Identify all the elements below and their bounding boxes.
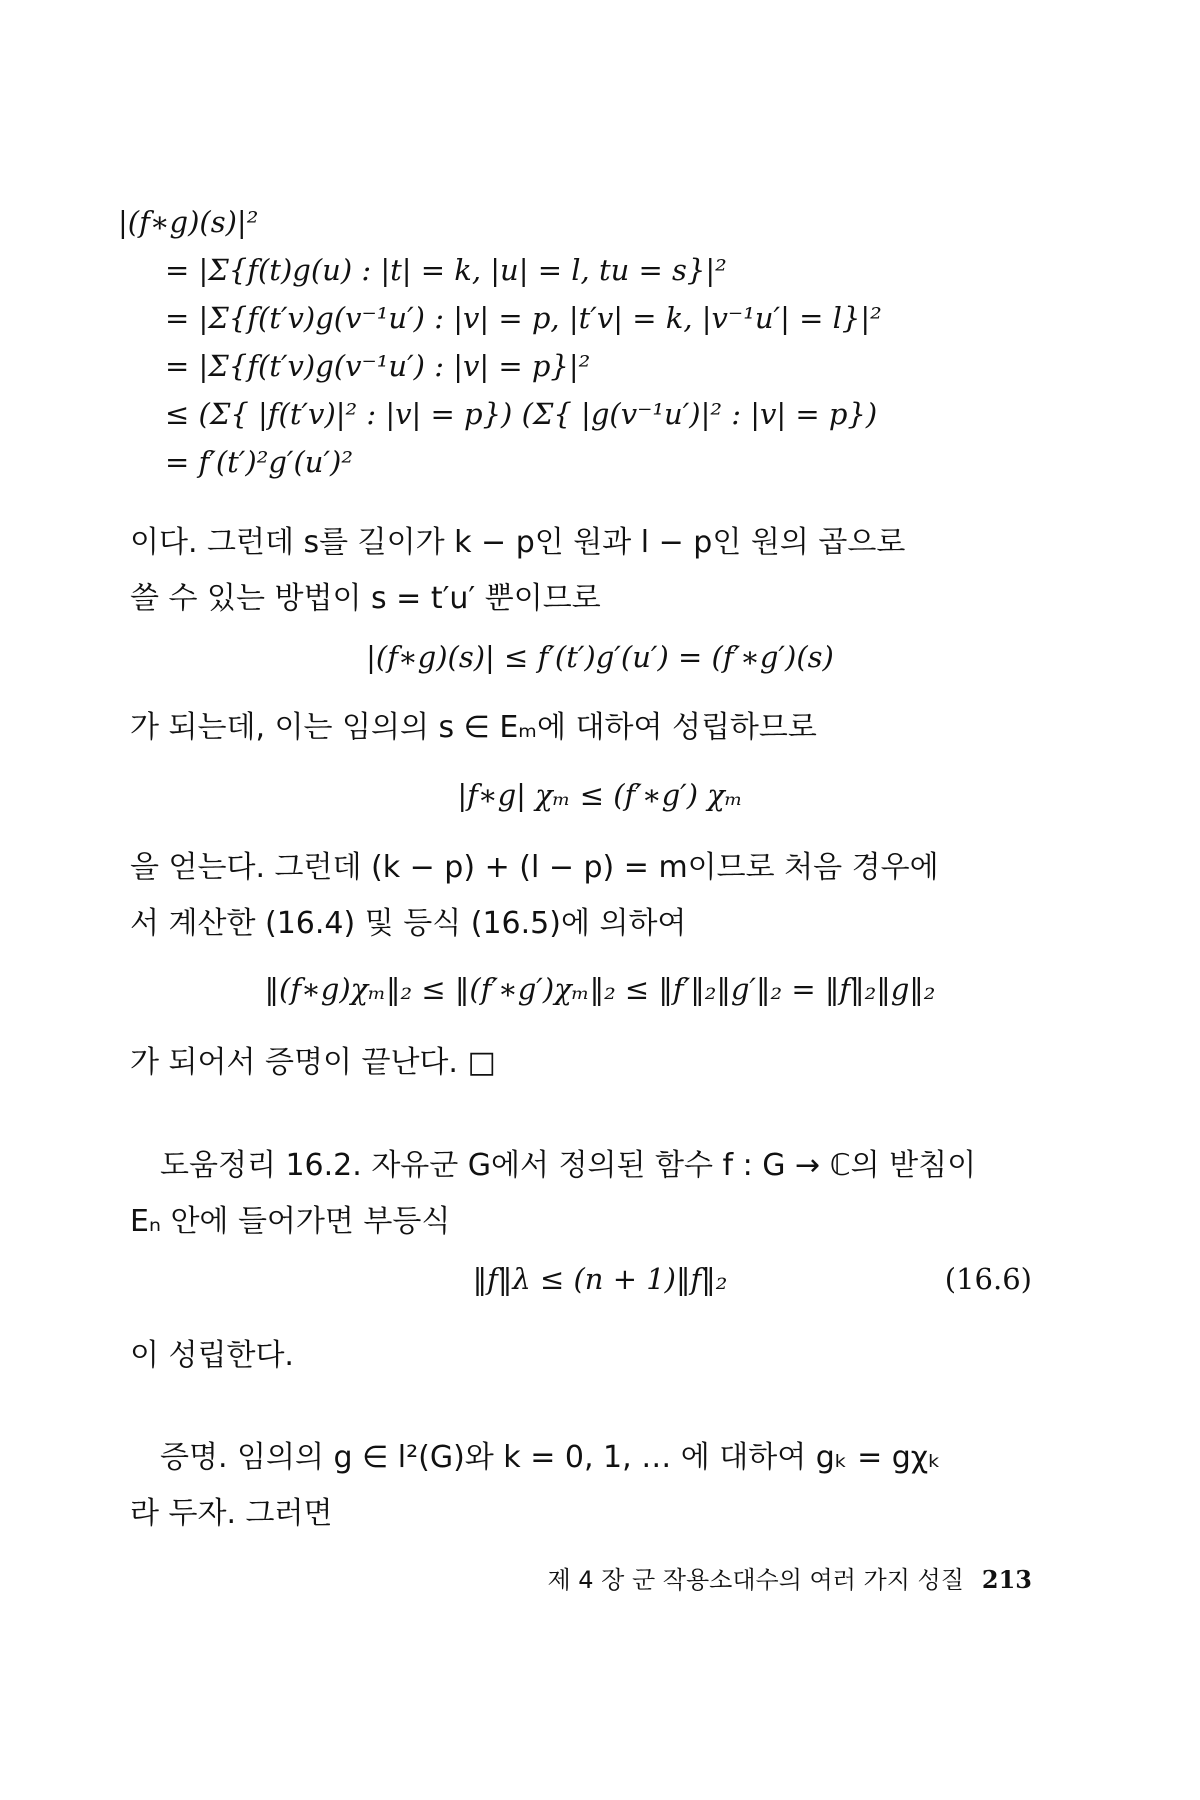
lemma-line-1: 도움정리 16.2. 자유군 G에서 정의된 함수 f : G → ℂ의 받침이 bbox=[160, 1148, 977, 1183]
paragraph-1-line-1: 이다. 그런데 s를 길이가 k − p인 원과 l − p인 원의 곱으로 bbox=[130, 525, 906, 560]
paragraph-4: 가 되어서 증명이 끝난다. □ bbox=[130, 1045, 496, 1080]
derivation-line-3: = |Σ{f(t′v)g(v⁻¹u′) : |v| = p}|² bbox=[165, 349, 591, 383]
page-footer bbox=[547, 1560, 1032, 1595]
derivation-line-5: = f′(t′)²g′(u′)² bbox=[165, 445, 353, 479]
derivation-line-4: ≤ (Σ{ |f(t′v)|² : |v| = p}) (Σ{ |g(v⁻¹u′)|² : |v| = p}) bbox=[165, 397, 878, 431]
paragraph-3-line-1: 을 얻는다. 그런데 (k − p) + (l − p) = m이므로 처음 경우에 bbox=[130, 850, 939, 885]
paragraph-3-line-2: 서 계산한 (16.4) 및 등식 (16.5)에 의하여 bbox=[130, 906, 687, 941]
derivation-line-1: = |Σ{f(t)g(u) : |t| = k, |u| = l, tu = s}|² bbox=[165, 253, 727, 287]
proof-line-2: 라 두자. 그러면 bbox=[130, 1496, 333, 1531]
page-number: 213 bbox=[981, 1565, 1032, 1594]
paragraph-5: 이 성립한다. bbox=[130, 1338, 294, 1373]
proof-line-1: 증명. 임의의 g ∈ l²(G)와 k = 0, 1, … 에 대하여 gₖ = gχₖ bbox=[160, 1440, 941, 1475]
display-equation-2: |f∗g| χₘ ≤ (f′∗g′) χₘ bbox=[457, 778, 743, 812]
display-equation-3: ‖(f∗g)χₘ‖₂ ≤ ‖(f′∗g′)χₘ‖₂ ≤ ‖f′‖₂‖g′‖₂ = ‖f‖₂‖g‖₂ bbox=[264, 972, 936, 1006]
display-equation-4: ‖f‖λ ≤ (n + 1)‖f‖₂ bbox=[472, 1262, 728, 1296]
display-equation-1: |(f∗g)(s)| ≤ f′(t′)g′(u′) = (f′∗g′)(s) bbox=[366, 640, 834, 674]
derivation-head: |(f∗g)(s)|² bbox=[118, 205, 259, 239]
paragraph-1-line-2: 쓸 수 있는 방법이 s = t′u′ 뿐이므로 bbox=[130, 581, 601, 616]
paragraph-2: 가 되는데, 이는 임의의 s ∈ Eₘ에 대하여 성립하므로 bbox=[130, 710, 817, 745]
equation-number: (16.6) bbox=[944, 1262, 1032, 1296]
chapter-title: 제 4 장 군 작용소대수의 여러 가지 성질 bbox=[547, 1566, 964, 1594]
derivation-line-2: = |Σ{f(t′v)g(v⁻¹u′) : |v| = p, |t′v| = k, |v⁻¹u′| = l}|² bbox=[165, 301, 882, 335]
lemma-line-2: Eₙ 안에 들어가면 부등식 bbox=[130, 1204, 451, 1239]
